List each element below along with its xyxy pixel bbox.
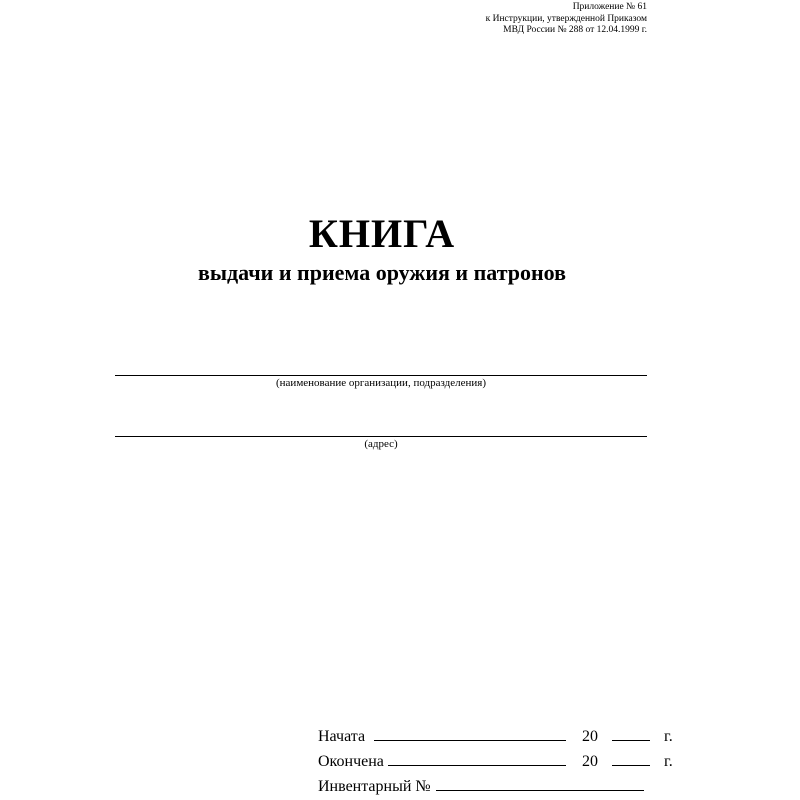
finished-date-blank — [388, 751, 566, 766]
started-date-blank — [374, 726, 566, 741]
finished-year-blank — [612, 751, 650, 766]
appendix-note — [486, 2, 647, 37]
appendix-line-1: Приложение № 61 — [572, 2, 647, 12]
organization-caption: (наименование организации, подразделения) — [276, 377, 486, 389]
address-caption: (адрес) — [364, 438, 398, 450]
finished-field — [318, 751, 673, 772]
inventory-label: Инвентарный № — [318, 778, 431, 795]
started-field — [318, 726, 673, 747]
address-line — [115, 436, 647, 437]
appendix-line-3: МВД России № 288 от 12.04.1999 г. — [503, 25, 647, 35]
inventory-number-blank — [436, 776, 644, 791]
started-year-prefix: 20 — [582, 728, 598, 745]
started-year-suffix: г. — [664, 728, 673, 745]
started-label: Начата — [318, 728, 366, 745]
inventory-field — [318, 776, 644, 797]
started-year-blank — [612, 726, 650, 741]
organization-line — [115, 375, 647, 376]
finished-label: Окончена — [318, 753, 384, 770]
finished-year-prefix: 20 — [582, 753, 598, 770]
appendix-line-2: к Инструкции, утвержденной Приказом — [485, 13, 647, 24]
finished-year-suffix: г. — [664, 753, 673, 770]
book-title: КНИГА — [308, 211, 456, 256]
book-subtitle: выдачи и приема оружия и патронов — [197, 260, 567, 285]
